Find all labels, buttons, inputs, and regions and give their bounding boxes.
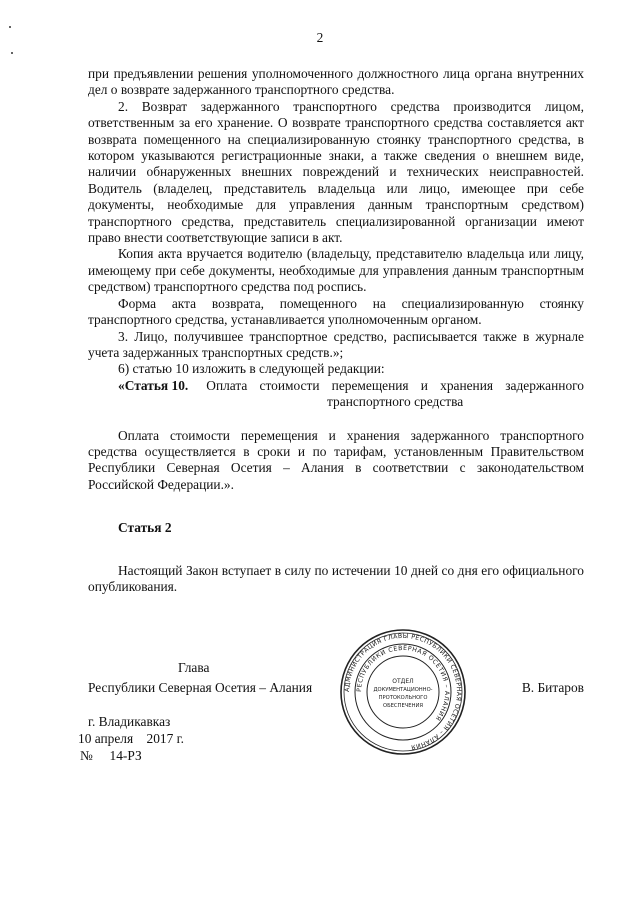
paragraph-act-form: Форма акта возврата, помещенного на специализированную стоянку транспортного средства, устанавливается уполномоченным органом.: [88, 295, 584, 328]
city: г. Владикавказ: [88, 714, 171, 729]
scan-speck: [9, 26, 11, 28]
seal-inner-text: РЕСПУБЛИКИ СЕВЕРНАЯ ОСЕТИЯ – АЛАНИЯ: [355, 644, 451, 723]
paragraph-amendment-6: 6) статью 10 изложить в следующей редакции:: [118, 361, 385, 377]
scan-speck: [11, 52, 13, 54]
document-body: [88, 66, 584, 595]
paragraph-entry-into-force: Настоящий Закон вступает в силу по истечении 10 дней со дня его официального опубликования.: [88, 562, 584, 594]
seal-outer-text: АДМИНИСТРАЦИЯ ГЛАВЫ РЕСПУБЛИКИ СЕВЕРНАЯ ОСЕТИЯ – АЛАНИЯ: [343, 632, 463, 751]
signing-date: 10 апреля 2017 г.: [78, 731, 184, 746]
paragraph-return-procedure: 2. Возврат задержанного транспортного средства производится лицом, ответственным за его хранение. О возврате транспортного средства составляется акт возврата помещенного на специализированную стоянку транспортного средства, в котором указываются регистрационные знаки, а также сведения о внешнем виде, наличии обнаруженных внешних повреждений и технических неисправностей. Водитель (владелец, представитель владельца или лицо, имеющее при себе документы, необходимые для управления данным транспортным средством) транспортного средства, представитель специализированной организации имеют право внести соответствующие записи в акт.: [88, 98, 584, 246]
article-2-heading: Статья 2: [118, 520, 172, 536]
place-date-number: [78, 713, 184, 764]
article-10-heading: [88, 378, 584, 411]
seal-center-line-2: ДОКУМЕНТАЦИОННО-: [373, 687, 433, 693]
paragraph-receiver-signature: 3. Лицо, получившее транспортное средство, расписывается также в журнале учета задержанных транспортных средств.»;: [88, 328, 584, 360]
paragraph-payment: Оплата стоимости перемещения и хранения задержанного транспортного средства осуществляется в сроки и по тарифам, установленным Правительством Республики Северная Осетия – Алания в соответствии с законодательством Российской Федерации.».: [88, 427, 584, 492]
paragraph-continuation: при предъявлении решения уполномоченного должностного лица органа внутренних дел о возврате задержанного транспортного средства.: [88, 66, 584, 98]
article-10-label: «Статья 10.: [118, 377, 189, 393]
signatory-name: В. Битаров: [521, 680, 584, 695]
signatory-role-title: Глава: [178, 660, 210, 675]
seal-center-line-4: ОБЕСПЕЧЕНИЯ: [383, 703, 423, 709]
page-number: 2: [316, 30, 324, 45]
article-10-title: Оплата стоимости перемещения и хранения задержанного транспортного средства: [206, 377, 584, 410]
official-seal: [338, 627, 468, 757]
signatory-role-republic: Республики Северная Осетия – Алания: [88, 680, 313, 695]
seal-center-line-3: ПРОТОКОЛЬНОГО: [378, 695, 428, 701]
law-number: № 14-РЗ: [80, 748, 142, 763]
seal-center-line-1: ОТДЕЛ: [392, 678, 414, 685]
paragraph-act-copy: Копия акта вручается водителю (владельцу, представителю владельца или лицу, имеющему при себе документы, необходимые для управления данным транспортным средством) транспортного средства под роспись.: [88, 246, 584, 295]
